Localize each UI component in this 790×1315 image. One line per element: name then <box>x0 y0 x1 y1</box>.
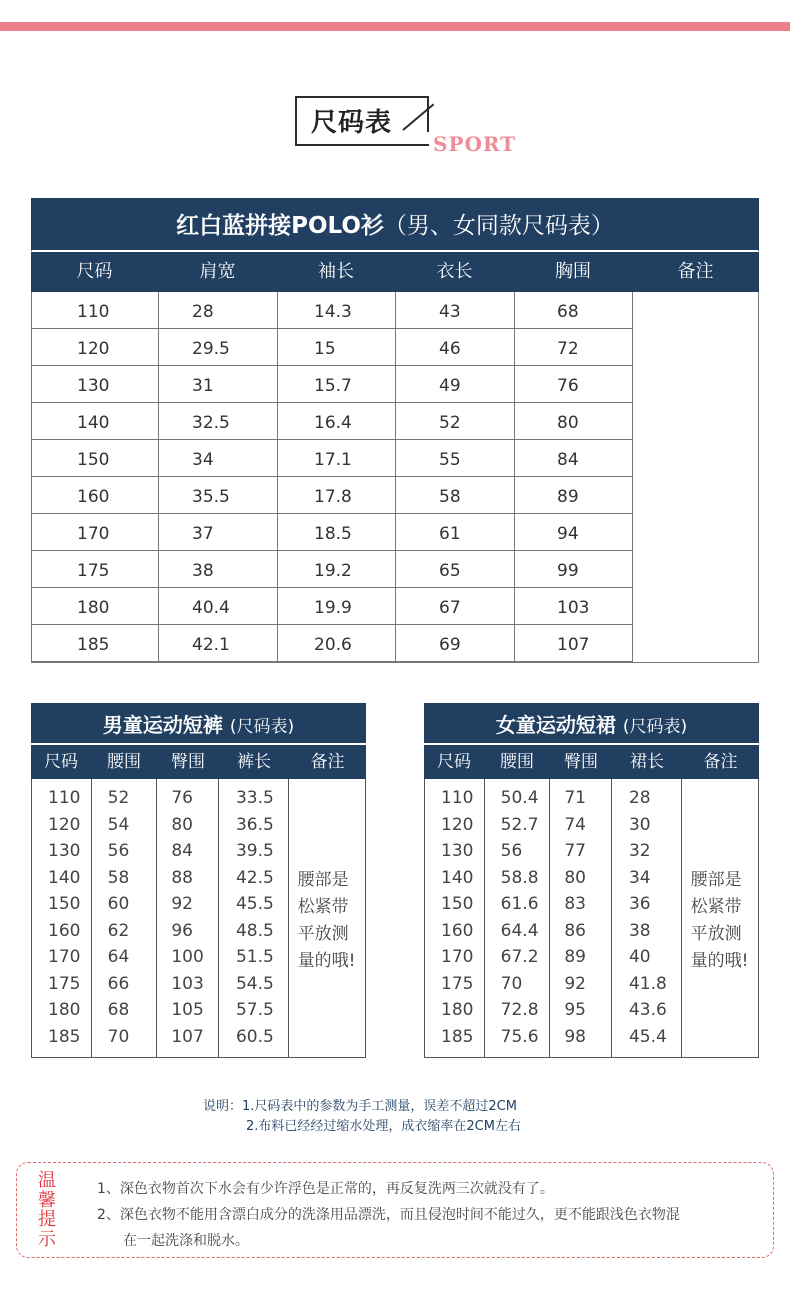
table-cell: 45.4 <box>628 1026 667 1047</box>
table-cell: 170 <box>32 514 159 551</box>
column-header: 尺码 <box>76 261 113 282</box>
table-cell: 56 <box>500 841 523 861</box>
table-cell: 45.5 <box>235 894 274 914</box>
table-cell: 72.8 <box>500 1000 539 1020</box>
table-cell: 80 <box>171 814 193 835</box>
column-header: 臀围 <box>564 752 598 772</box>
table-cell: 54 <box>107 814 130 835</box>
table-cell: 77 <box>564 841 586 861</box>
table-cell: 15.7 <box>278 366 396 403</box>
table-cell: 64.4 <box>500 920 539 941</box>
girls-table-body <box>424 779 759 1058</box>
table-cell: 86 <box>564 920 586 941</box>
table-cell: 60 <box>107 894 130 914</box>
table-cell: 94 <box>515 514 633 551</box>
table-cell: 56 <box>107 841 130 861</box>
table-cell: 80 <box>515 403 633 440</box>
table-cell: 38 <box>628 920 651 941</box>
column-header: 备注 <box>310 752 345 772</box>
table-cell: 58 <box>396 477 515 514</box>
size-column <box>425 779 485 1057</box>
table-cell: 185 <box>48 1026 81 1047</box>
table-cell: 62 <box>107 920 130 941</box>
table-cell: 84 <box>515 440 633 477</box>
hip-column <box>157 779 219 1057</box>
column-header: 裤长 <box>237 752 271 772</box>
table-cell: 88 <box>171 867 193 888</box>
waist-column <box>485 779 551 1057</box>
table-cell: 54.5 <box>235 973 274 994</box>
remarks-cell <box>633 292 758 662</box>
table-cell: 185 <box>441 1026 474 1047</box>
table-cell: 103 <box>171 973 204 994</box>
girls-table-name: 女童运动短裙 <box>495 713 616 737</box>
table-cell: 75.6 <box>500 1026 539 1047</box>
table-cell: 41.8 <box>628 973 667 994</box>
table-cell: 36 <box>628 894 651 914</box>
table-cell: 89 <box>564 947 586 967</box>
explain-line-1: 说明：1.尺码表中的参数为手工测量，误差不超过2CM <box>203 1099 517 1114</box>
sport-label: SPORT <box>433 132 517 156</box>
table-cell: 64 <box>107 947 130 967</box>
table-cell: 36.5 <box>235 814 274 835</box>
girls-skirt-table <box>424 703 759 1058</box>
warm-tips-text <box>97 1176 757 1254</box>
table-cell: 52.7 <box>500 814 539 835</box>
table-cell: 89 <box>515 477 633 514</box>
table-cell: 130 <box>32 366 159 403</box>
page-header <box>295 96 535 166</box>
tip-line-1: 1、深色衣物首次下水会有少许浮色是正常的，再反复洗两三次就没有了。 <box>97 1181 554 1197</box>
table-cell: 68 <box>515 292 633 329</box>
remarks-column <box>289 779 365 1057</box>
boys-table-title <box>31 703 366 745</box>
polo-table-header <box>31 252 759 292</box>
table-cell: 175 <box>32 551 159 588</box>
explain-line-2: 2.布料已经经过缩水处理，成衣缩率在2CM左右 <box>246 1119 521 1134</box>
table-cell: 98 <box>564 1026 586 1047</box>
polo-table-subtitle: （男、女同款尺码表） <box>383 213 614 239</box>
table-cell: 65 <box>396 551 515 588</box>
table-cell: 170 <box>441 947 474 967</box>
girls-table-subtitle: (尺码表) <box>622 717 688 737</box>
table-cell: 140 <box>32 403 159 440</box>
table-cell: 38 <box>159 551 278 588</box>
table-cell: 29.5 <box>159 329 278 366</box>
table-cell: 70 <box>107 1026 130 1047</box>
table-cell: 84 <box>171 841 193 861</box>
table-cell: 60.5 <box>235 1026 274 1047</box>
column-header: 备注 <box>677 261 714 282</box>
column-header: 尺码 <box>44 752 78 772</box>
table-cell: 35.5 <box>159 477 278 514</box>
table-cell: 130 <box>48 841 81 861</box>
table-cell: 76 <box>515 366 633 403</box>
table-cell: 180 <box>32 588 159 625</box>
table-cell: 39.5 <box>235 841 274 861</box>
table-cell: 58 <box>107 867 130 888</box>
boys-table-subtitle: (尺码表) <box>229 717 295 737</box>
table-cell: 67 <box>396 588 515 625</box>
tip-line-2: 2、深色衣物不能用含漂白成分的洗涤用品漂洗，而且侵泡时间不能过久，更不能跟浅色衣物混 <box>97 1207 680 1223</box>
table-cell: 160 <box>48 920 81 941</box>
polo-size-table <box>31 198 759 663</box>
table-cell: 70 <box>500 973 523 994</box>
column-header: 臀围 <box>171 752 205 772</box>
waist-column <box>92 779 158 1057</box>
table-cell: 150 <box>441 894 474 914</box>
table-cell: 42.1 <box>159 625 278 662</box>
table-cell: 28 <box>628 788 651 808</box>
girls-remark: 腰部是松紧带平放测量的哦! <box>690 870 749 971</box>
table-cell: 92 <box>564 973 586 994</box>
table-cell: 71 <box>564 788 586 808</box>
table-cell: 74 <box>564 814 586 835</box>
table-cell: 120 <box>441 814 474 835</box>
table-cell: 107 <box>515 625 633 662</box>
table-cell: 130 <box>441 841 474 861</box>
table-cell: 51.5 <box>235 947 274 967</box>
column-header: 肩宽 <box>199 261 236 282</box>
table-cell: 32 <box>628 841 651 861</box>
girls-table-title <box>424 703 759 745</box>
table-cell: 15 <box>278 329 396 366</box>
boys-remark: 腰部是松紧带平放测量的哦! <box>297 870 356 971</box>
table-cell: 18.5 <box>278 514 396 551</box>
table-cell: 95 <box>564 1000 586 1020</box>
top-accent-bar <box>0 22 790 31</box>
table-cell: 160 <box>441 920 474 941</box>
table-cell: 16.4 <box>278 403 396 440</box>
length-column <box>612 779 682 1057</box>
table-cell: 103 <box>515 588 633 625</box>
column-header: 衣长 <box>436 261 473 282</box>
remarks-column <box>682 779 758 1057</box>
column-header: 腰围 <box>107 752 141 772</box>
warm-tips-box <box>16 1162 774 1258</box>
boys-table-header <box>31 745 366 779</box>
length-column <box>219 779 289 1057</box>
table-cell: 140 <box>441 867 474 888</box>
table-cell: 19.2 <box>278 551 396 588</box>
table-cell: 170 <box>48 947 81 967</box>
hip-column <box>550 779 612 1057</box>
boys-table-name: 男童运动短裤 <box>102 713 223 737</box>
table-cell: 17.1 <box>278 440 396 477</box>
table-cell: 100 <box>171 947 204 967</box>
table-cell: 110 <box>441 788 474 808</box>
table-cell: 80 <box>564 867 586 888</box>
table-cell: 55 <box>396 440 515 477</box>
table-cell: 52 <box>107 788 130 808</box>
page-title: 尺码表 <box>311 108 393 138</box>
table-cell: 68 <box>107 1000 130 1020</box>
polo-table-body <box>31 292 759 663</box>
table-cell: 96 <box>171 920 193 941</box>
table-cell: 66 <box>107 973 130 994</box>
table-cell: 180 <box>441 1000 474 1020</box>
table-cell: 150 <box>48 894 81 914</box>
boys-shorts-table <box>31 703 366 1058</box>
table-cell: 61 <box>396 514 515 551</box>
table-cell: 99 <box>515 551 633 588</box>
table-cell: 34 <box>628 867 651 888</box>
polo-table-name: 红白蓝拼接POLO衫 <box>176 213 384 239</box>
table-cell: 43.6 <box>628 1000 667 1020</box>
table-cell: 76 <box>171 788 193 808</box>
table-cell: 40.4 <box>159 588 278 625</box>
table-cell: 33.5 <box>235 788 274 808</box>
warm-tips-label: 温馨提示 <box>38 1170 56 1250</box>
column-header: 裙长 <box>630 752 664 772</box>
table-cell: 19.9 <box>278 588 396 625</box>
girls-table-header <box>424 745 759 779</box>
table-cell: 28 <box>159 292 278 329</box>
column-header: 腰围 <box>500 752 534 772</box>
table-cell: 120 <box>32 329 159 366</box>
size-column <box>32 779 92 1057</box>
table-cell: 180 <box>48 1000 81 1020</box>
table-cell: 37 <box>159 514 278 551</box>
table-cell: 72 <box>515 329 633 366</box>
table-cell: 120 <box>48 814 81 835</box>
table-cell: 32.5 <box>159 403 278 440</box>
table-cell: 61.6 <box>500 894 539 914</box>
table-cell: 105 <box>171 1000 204 1020</box>
column-header: 胸围 <box>555 261 591 282</box>
table-cell: 175 <box>48 973 81 994</box>
table-cell: 31 <box>159 366 278 403</box>
table-cell: 50.4 <box>500 788 539 808</box>
table-cell: 17.8 <box>278 477 396 514</box>
tip-line-3: 在一起洗涤和脱水。 <box>123 1233 249 1249</box>
table-cell: 46 <box>396 329 515 366</box>
table-cell: 43 <box>396 292 515 329</box>
table-cell: 34 <box>159 440 278 477</box>
table-cell: 69 <box>396 625 515 662</box>
table-cell: 40 <box>628 947 651 967</box>
table-cell: 110 <box>48 788 81 808</box>
table-cell: 160 <box>32 477 159 514</box>
table-cell: 107 <box>171 1026 204 1047</box>
column-header: 袖长 <box>318 261 354 282</box>
column-header: 尺码 <box>437 752 471 772</box>
table-cell: 110 <box>32 292 159 329</box>
table-cell: 92 <box>171 894 193 914</box>
table-cell: 48.5 <box>235 920 274 941</box>
polo-table-title <box>31 198 759 252</box>
table-cell: 150 <box>32 440 159 477</box>
table-cell: 20.6 <box>278 625 396 662</box>
table-cell: 14.3 <box>278 292 396 329</box>
table-cell: 175 <box>441 973 474 994</box>
table-cell: 49 <box>396 366 515 403</box>
table-cell: 83 <box>564 894 586 914</box>
table-cell: 185 <box>32 625 159 662</box>
table-cell: 42.5 <box>235 867 274 888</box>
column-header: 备注 <box>703 752 738 772</box>
table-cell: 140 <box>48 867 81 888</box>
table-cell: 58.8 <box>500 867 539 888</box>
table-cell: 30 <box>628 814 651 835</box>
table-cell: 52 <box>396 403 515 440</box>
boys-table-body <box>31 779 366 1058</box>
table-cell: 67.2 <box>500 947 539 967</box>
table-cell: 57.5 <box>235 1000 274 1020</box>
title-frame-edge <box>427 96 429 132</box>
measurement-explanation <box>203 1097 521 1137</box>
